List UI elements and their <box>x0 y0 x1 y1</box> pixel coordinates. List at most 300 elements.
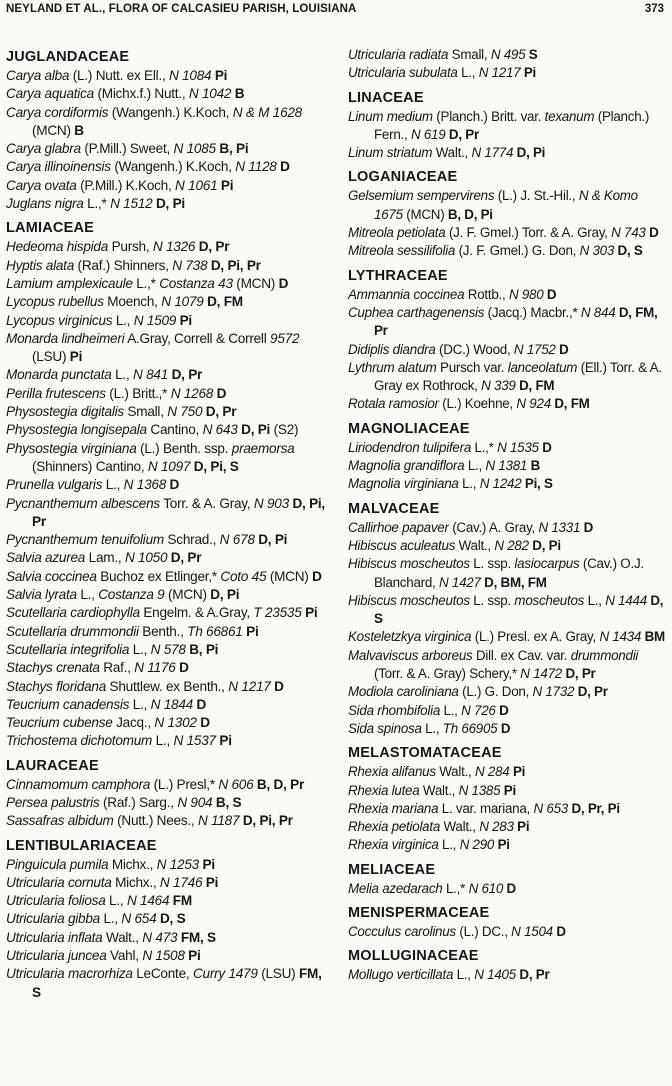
authority: L., <box>438 837 460 853</box>
specimen-or-infraspecific: N 1242 <box>479 476 522 492</box>
authority-cont: (Torr. & A. Gray) Schery,* <box>374 666 521 682</box>
species-entry <box>6 403 328 421</box>
specimen-or-infraspecific: drummondii <box>570 647 639 663</box>
habitat-codes: Pi <box>509 764 526 780</box>
species-name: Utricularia subulata <box>348 65 458 81</box>
species-entry <box>6 85 328 103</box>
species-entry <box>6 421 328 439</box>
authority: Michx., <box>111 874 160 890</box>
specimen-or-infraspecific: N 1405 <box>474 967 516 983</box>
specimen-or-infraspecific: N 1508 <box>142 948 185 964</box>
species-name: Trichostema dichotomum <box>6 733 153 749</box>
authority: L., <box>105 893 127 909</box>
habitat-codes: B <box>70 122 84 138</box>
habitat-codes: D, Pr <box>168 367 203 383</box>
authority: Pursch var. <box>436 359 508 375</box>
authority: LeConte, <box>132 966 193 982</box>
species-entry <box>6 495 328 532</box>
specimen-or-infraspecific: N 643 <box>202 422 238 438</box>
specimen-or-infraspecific: N 738 <box>172 257 208 273</box>
species-entry <box>348 702 668 720</box>
authority: L. ssp. <box>469 592 515 608</box>
species-name: Hedeoma hispida <box>6 239 109 255</box>
authority: (L.) Benth. ssp. <box>136 440 232 456</box>
species-name: Modiola caroliniana <box>348 684 459 700</box>
species-entry <box>6 586 328 604</box>
left-column <box>6 48 328 1002</box>
specimen-or-infraspecific: N 1176 <box>134 660 176 676</box>
habitat-codes: Pi <box>242 623 259 639</box>
specimen-or-infraspecific: N 1268 <box>170 385 214 401</box>
specimen-or-infraspecific: N 904 <box>177 794 213 810</box>
species-entry <box>348 647 668 684</box>
specimen-or-infraspecific: N 1187 <box>197 813 240 829</box>
species-entry <box>6 568 328 586</box>
species-entry <box>348 800 668 818</box>
species-name: Cinnamomum camphora <box>6 776 151 792</box>
authority: L., <box>129 696 151 712</box>
habitat-codes: D, Pi, Pr <box>207 257 261 273</box>
species-name: Utricularia inflata <box>6 929 103 945</box>
species-entry <box>348 108 668 145</box>
species-name: Persea palustris <box>6 794 100 810</box>
specimen-or-infraspecific: N 1084 <box>169 68 212 83</box>
habitat-codes: D <box>645 225 659 241</box>
specimen-or-infraspecific: N 844 <box>580 304 616 320</box>
species-entry <box>348 457 668 475</box>
family-heading: LOGANIACEAE <box>348 169 458 186</box>
habitat-codes: D <box>543 286 557 302</box>
species-name: Magnolia virginiana <box>348 476 459 492</box>
authority: Walt., <box>455 537 495 553</box>
habitat-codes: D <box>213 385 227 401</box>
authority: L., <box>129 641 151 657</box>
authority: L., <box>458 476 480 492</box>
authority: (Wangenh.) K.Koch, <box>108 104 233 120</box>
specimen-or-infraspecific: N 1434 <box>599 629 642 645</box>
authority: (DC.) Wood, <box>435 341 514 357</box>
specimen-or-infraspecific: N 980 <box>508 286 544 302</box>
authority: L., <box>453 967 475 983</box>
specimen-or-infraspecific: texanum <box>544 108 595 124</box>
specimen-or-infraspecific: N 1535 <box>497 439 539 455</box>
authority: L., <box>464 458 486 474</box>
species-entry <box>348 144 668 162</box>
species-entry <box>6 696 328 714</box>
species-entry <box>348 242 668 260</box>
species-entry <box>348 286 668 304</box>
specimen-number: N 619 <box>410 126 446 142</box>
species-entry <box>6 312 328 330</box>
family-heading: MALVACEAE <box>348 500 440 517</box>
species-entry <box>6 892 328 910</box>
authority: Walt., <box>102 929 143 945</box>
authority: (L.) Presl. ex A. Gray, <box>471 629 600 645</box>
authority: (L.) Britt.,* <box>105 385 171 401</box>
family-heading: LINACEAE <box>348 89 424 106</box>
species-name: Rhexia petiolata <box>348 819 441 835</box>
species-entry <box>6 440 328 477</box>
species-entry <box>6 275 328 293</box>
habitat-codes: D, Pr <box>561 666 596 682</box>
species-entry <box>6 238 328 256</box>
specimen-or-infraspecific: lanceolatum <box>507 359 578 375</box>
species-name: Pinguicula pumila <box>6 856 109 872</box>
species-entry <box>348 519 668 537</box>
authority-cont: (LSU) <box>257 966 296 982</box>
page-number: 373 <box>644 3 664 15</box>
species-name: Hibiscus aculeatus <box>348 537 456 553</box>
species-entry <box>6 67 328 85</box>
specimen-or-infraspecific: Curry 1479 <box>192 966 258 982</box>
authority: L., <box>102 477 124 493</box>
authority: L., <box>152 733 174 749</box>
species-entry <box>348 304 668 341</box>
family-heading: LYTHRACEAE <box>348 267 448 284</box>
species-name: Utricularia macrorhiza <box>6 966 133 982</box>
authority: (Nutt.) Nees., <box>113 813 198 829</box>
habitat-codes: Pi <box>494 837 510 853</box>
specimen-or-infraspecific: N 1061 <box>175 177 218 193</box>
family-heading: LAMIACEAE <box>6 220 94 237</box>
specimen-or-infraspecific: N 841 <box>133 367 169 383</box>
species-entry <box>6 929 328 947</box>
species-name: Salvia azurea <box>6 550 86 566</box>
habitat-codes: B <box>527 458 541 474</box>
species-entry <box>348 187 668 224</box>
authority: Buchoz ex Etlinger,* <box>96 568 221 584</box>
habitat-codes: Pi <box>301 605 318 621</box>
species-name: Rhexia mariana <box>348 800 439 816</box>
authority: L., <box>99 911 122 927</box>
authority: Pursh, <box>108 239 153 255</box>
specimen-or-infraspecific: N 578 <box>150 641 186 657</box>
authority: L.,* <box>83 196 111 212</box>
authority: Engelm. & A.Gray, <box>139 605 254 621</box>
species-name: Rhexia lutea <box>348 782 420 798</box>
species-entry <box>6 293 328 311</box>
authority: (Jacq.) Macbr.,* <box>484 304 581 320</box>
habitat-codes: D, FM, Pr <box>374 304 658 339</box>
species-entry <box>348 836 668 854</box>
authority: Schrad., <box>163 532 220 548</box>
authority: (L.) Presl,* <box>150 776 219 792</box>
family-heading: MAGNOLIACEAE <box>348 420 470 437</box>
species-entry <box>6 476 328 494</box>
authority: Moench, <box>103 294 162 310</box>
species-entry <box>348 64 668 82</box>
habitat-codes: D <box>552 923 566 939</box>
species-entry <box>6 874 328 892</box>
species-name: Cuphea carthagenensis <box>348 304 485 320</box>
authority: L., <box>440 702 462 718</box>
authority-cont: (Planch.) Fern., <box>374 108 650 142</box>
authority: Walt., <box>419 782 459 798</box>
specimen-or-infraspecific: N 1464 <box>126 893 170 909</box>
specimen-or-infraspecific: Th 66905 <box>442 720 498 736</box>
habitat-codes: D, Pi <box>152 196 185 212</box>
authority: (J. F. Gmel.) Torr. & A. Gray, <box>445 225 612 241</box>
habitat-codes: Pi <box>66 349 83 365</box>
specimen-or-infraspecific: N 1509 <box>133 312 177 328</box>
species-name: Utricularia foliosa <box>6 893 106 909</box>
species-entry <box>348 555 668 592</box>
habitat-codes: D <box>308 568 322 584</box>
habitat-codes: D, Pi <box>528 537 561 553</box>
habitat-codes: D, Pi, Pr <box>239 813 293 829</box>
habitat-codes: Pi <box>184 948 201 964</box>
habitat-codes: D, Pi, S <box>190 458 239 474</box>
authority: L., <box>112 312 134 328</box>
authority: (Wangenh.) K.Koch, <box>110 159 236 175</box>
species-entry <box>348 537 668 555</box>
species-entry <box>6 195 328 213</box>
specimen-or-infraspecific: N 1050 <box>124 550 168 566</box>
authority: L., <box>76 587 99 603</box>
species-entry <box>348 818 668 836</box>
species-name: Melia azedarach <box>348 880 443 896</box>
species-name: Pycnanthemum tenuifolium <box>6 532 164 548</box>
species-name: Carya alba <box>6 68 70 83</box>
species-entry <box>6 623 328 641</box>
habitat-codes: Pi <box>513 819 530 835</box>
species-name: Teucrium canadensis <box>6 696 130 712</box>
species-entry <box>6 385 328 403</box>
species-entry <box>6 947 328 965</box>
habitat-codes: D, S <box>374 592 664 627</box>
authority: Vahl, <box>106 948 143 964</box>
habitat-codes: D, FM <box>203 294 243 310</box>
habitat-codes: BM <box>641 629 665 645</box>
species-name: Utricularia cornuta <box>6 874 112 890</box>
specimen-or-infraspecific: N 654 <box>121 911 157 927</box>
species-entry <box>348 923 668 941</box>
species-name: Rhexia virginica <box>348 837 439 853</box>
specimen-or-infraspecific: N 282 <box>494 537 529 553</box>
species-name: Physostegia digitalis <box>6 404 124 420</box>
authority: (Michx.f.) Nutt., <box>93 86 189 102</box>
habitat-codes: Pi <box>211 68 228 83</box>
authority: L., <box>111 367 134 383</box>
species-entry <box>348 592 668 629</box>
species-entry <box>6 177 328 195</box>
species-entry <box>348 395 668 413</box>
habitat-codes: FM, S <box>177 929 216 945</box>
species-name: Ammannia coccinea <box>348 286 465 302</box>
habitat-codes: B, Pi <box>215 141 249 157</box>
species-name: Lycopus rubellus <box>6 294 104 310</box>
specimen-number: N 339 <box>481 378 516 394</box>
specimen-or-infraspecific: moscheutos <box>514 592 585 608</box>
specimen-or-infraspecific: N 1537 <box>173 733 216 749</box>
authority: (P.Mill.) K.Koch, <box>76 177 176 193</box>
authority: Jacq., <box>112 715 155 731</box>
species-entry <box>6 910 328 928</box>
species-name: Scutellaria cardiophylla <box>6 605 140 621</box>
species-name: Gelsemium sempervirens <box>348 188 495 204</box>
authority-cont: (Shinners) Cantino, <box>32 458 148 474</box>
specimen-or-infraspecific: N & M 1628 <box>232 104 302 120</box>
specimen-or-infraspecific: N 743 <box>611 225 646 241</box>
species-name: Lythrum alatum <box>348 359 437 375</box>
specimen-or-infraspecific: T 23535 <box>253 605 302 621</box>
habitat-codes: D, Pi, Pr <box>32 495 325 529</box>
authority: Rottb., <box>464 286 509 302</box>
rank-note: (S2) <box>270 422 299 438</box>
habitat-codes: D, S <box>614 243 643 259</box>
species-name: Utricularia gibba <box>6 911 100 927</box>
authority: Small, <box>448 47 491 62</box>
habitat-codes: FM <box>169 893 192 909</box>
habitat-codes: D, FM <box>515 378 555 394</box>
species-name: Physostegia virginiana <box>6 440 137 456</box>
family-heading: LENTIBULARIACEAE <box>6 837 157 854</box>
specimen-or-infraspecific: N 1079 <box>161 294 204 310</box>
authority: (L.) Nutt. ex Ell., <box>69 68 169 83</box>
specimen-or-infraspecific: N 1326 <box>152 239 196 255</box>
species-name: Carya cordiformis <box>6 104 109 120</box>
family-heading: LAURACEAE <box>6 757 99 774</box>
habitat-codes: D, Pr <box>167 550 202 566</box>
habitat-codes: D, Pr <box>445 126 479 142</box>
habitat-codes: Pi <box>215 733 232 749</box>
habitat-codes: D <box>196 715 210 731</box>
specimen-or-infraspecific: N 610 <box>468 880 504 896</box>
species-name: Hibiscus moscheutos <box>348 592 470 608</box>
species-name: Carya aquatica <box>6 86 94 102</box>
species-entry <box>348 46 668 64</box>
habitat-codes: D, Pr <box>574 684 608 700</box>
habitat-codes: B, D, Pi <box>444 206 493 222</box>
specimen-or-infraspecific: N 473 <box>142 929 178 945</box>
running-head: NEYLAND ET AL., FLORA OF CALCASIEU PARISH, LOUISIANA <box>6 3 357 15</box>
habitat-codes: Pi <box>520 65 537 81</box>
species-name: Rhexia alifanus <box>348 764 436 780</box>
species-entry <box>348 720 668 738</box>
species-name: Kosteletzkya virginica <box>348 629 472 645</box>
authority: Michx., <box>108 856 157 872</box>
habitat-codes: B, Pi <box>185 641 219 657</box>
specimen-or-infraspecific: N 1746 <box>159 874 203 890</box>
specimen-or-infraspecific: N 726 <box>461 702 496 718</box>
authority-cont: (MCN) <box>266 568 309 584</box>
species-name: Lycopus virginicus <box>6 312 113 328</box>
species-name: Utricularia radiata <box>348 47 449 62</box>
species-entry <box>348 683 668 701</box>
authority: L. var. mariana, <box>438 800 534 816</box>
habitat-codes: D <box>503 880 516 896</box>
specimen-or-infraspecific: Costanza 9 <box>98 587 165 603</box>
species-entry <box>348 880 668 898</box>
right-column <box>348 46 668 985</box>
species-name: Stachys crenata <box>6 660 100 676</box>
species-entry <box>6 714 328 732</box>
authority: (J. F. Gmel.) G. Don, <box>455 243 580 259</box>
specimen-or-infraspecific: N 303 <box>579 243 615 259</box>
habitat-codes: D <box>555 341 569 357</box>
specimen-number: N 1427 <box>439 574 481 590</box>
habitat-codes: B, S <box>212 794 242 810</box>
authority: A.Gray, Correll & Correll <box>124 330 271 346</box>
habitat-codes: D <box>276 159 290 175</box>
specimen-or-infraspecific: N 653 <box>533 800 568 816</box>
habitat-codes: D, S <box>156 911 186 927</box>
habitat-codes: Pi <box>199 856 215 872</box>
authority: (Raf.) Sarg., <box>99 794 178 810</box>
authority: Cantino, <box>146 422 203 438</box>
specimen-or-infraspecific: N 606 <box>218 776 254 792</box>
authority: (Planch.) Britt. var. <box>432 108 545 124</box>
habitat-codes: D <box>192 696 207 712</box>
species-entry <box>6 794 328 812</box>
species-entry <box>6 965 328 1002</box>
habitat-codes: D, Pi <box>254 532 288 548</box>
habitat-codes: D <box>270 678 284 694</box>
habitat-codes: D <box>538 439 552 455</box>
species-name: Scutellaria drummondii <box>6 623 139 639</box>
species-name: Mitreola sessilifolia <box>348 243 456 259</box>
authority-cont: (MCN) <box>402 206 445 222</box>
authority: L.,* <box>442 880 469 896</box>
species-entry <box>6 812 328 830</box>
habitat-codes: D <box>275 275 289 291</box>
species-name: Rotala ramosior <box>348 396 439 412</box>
species-name: Juglans nigra <box>6 196 84 212</box>
species-entry <box>6 776 328 794</box>
specimen-or-infraspecific: N & Komo 1675 <box>374 188 638 222</box>
specimen-or-infraspecific: N 283 <box>479 819 514 835</box>
species-name: Monarda punctata <box>6 367 112 383</box>
species-name: Linum medium <box>348 108 433 124</box>
species-name: Sassafras albidum <box>6 813 114 829</box>
species-name: Linum striatum <box>348 145 433 161</box>
species-entry <box>348 628 668 646</box>
species-name: Mollugo verticillata <box>348 967 454 983</box>
species-entry <box>348 782 668 800</box>
species-entry <box>348 966 668 984</box>
species-entry <box>6 549 328 567</box>
species-entry <box>6 732 328 750</box>
species-name: Hibiscus moscheutos <box>348 556 470 572</box>
specimen-or-infraspecific: N 903 <box>253 495 289 511</box>
species-name: Sida rhombifolia <box>348 702 441 718</box>
habitat-codes: B <box>231 86 245 102</box>
habitat-codes: D, FM <box>550 396 590 412</box>
habitat-codes: B, D, Pr <box>253 776 305 792</box>
authority: L., <box>457 65 479 81</box>
authority: Raf., <box>99 660 135 676</box>
authority: Benth., <box>138 623 188 639</box>
specimen-or-infraspecific: N 1253 <box>156 856 199 872</box>
species-entry <box>6 531 328 549</box>
specimen-or-infraspecific: N 1752 <box>513 341 556 357</box>
specimen-or-infraspecific: N 1302 <box>154 715 197 731</box>
species-entry <box>6 104 328 141</box>
species-entry <box>348 475 668 493</box>
specimen-or-infraspecific: N 1085 <box>173 141 216 157</box>
habitat-codes: Pi <box>217 177 234 193</box>
species-name: Liriodendron tulipifera <box>348 439 472 455</box>
habitat-codes: D, Pr <box>515 967 550 983</box>
specimen-or-infraspecific: N 1128 <box>235 159 277 175</box>
family-heading: MENISPERMACEAE <box>348 904 490 921</box>
authority: L.,* <box>471 439 498 455</box>
habitat-codes: Pi, S <box>521 476 553 492</box>
habitat-codes: S <box>525 47 538 62</box>
habitat-codes: D, Pi <box>237 422 271 438</box>
authority: L. ssp. <box>469 556 515 572</box>
authority: (Raf.) Shinners, <box>74 257 173 273</box>
